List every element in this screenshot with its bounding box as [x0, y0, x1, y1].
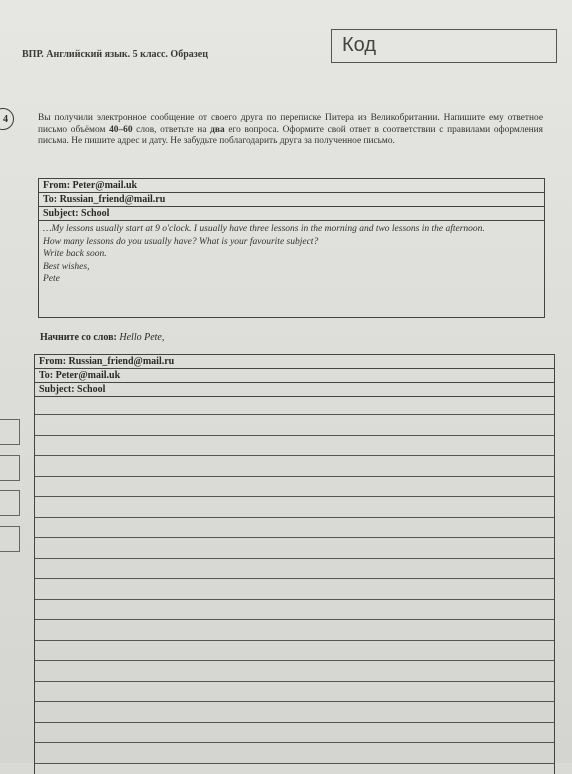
email-body-line: Write back soon.: [43, 249, 107, 259]
email-subject: Subject: School: [39, 207, 544, 221]
email-body-line: Pete: [43, 274, 60, 284]
code-box[interactable]: [331, 29, 557, 63]
writing-line[interactable]: [35, 517, 554, 518]
writing-line[interactable]: [35, 558, 554, 559]
writing-line[interactable]: [35, 640, 554, 641]
reply-to: To: Peter@mail.uk: [35, 369, 554, 383]
writing-line[interactable]: [35, 599, 554, 600]
instruction-two: два: [210, 124, 225, 135]
writing-line[interactable]: [35, 476, 554, 477]
writing-line[interactable]: [35, 435, 554, 436]
instruction-part: слов, ответьте на: [132, 124, 211, 135]
instruction-part: Вы получили электронное сообщение от своего друга по переписке Питера из Великобритании. Напишите ему ответное письмо объёмом: [38, 113, 543, 135]
writing-line[interactable]: [35, 619, 554, 620]
email-to: To: Russian_friend@mail.ru: [39, 193, 544, 207]
writing-line[interactable]: [35, 742, 554, 743]
page-header: ВПР. Английский язык. 5 класс. Образец: [22, 49, 208, 60]
email-body-line: How many lessons do you usually have? What is your favourite subject?: [43, 236, 319, 247]
instruction-word-count: 40–60: [109, 124, 133, 135]
reply-from: From: Russian_friend@mail.ru: [35, 355, 554, 369]
writing-line[interactable]: [35, 496, 554, 497]
writing-line[interactable]: [35, 455, 554, 456]
received-email: [38, 178, 545, 318]
margin-box: [0, 526, 20, 552]
writing-line[interactable]: [35, 537, 554, 538]
writing-line[interactable]: [35, 722, 554, 723]
writing-line[interactable]: [35, 578, 554, 579]
margin-box: [0, 455, 20, 481]
margin-box: [0, 490, 20, 516]
margin-box: [0, 419, 20, 445]
writing-line[interactable]: [35, 701, 554, 702]
email-from: From: Peter@mail.uk: [39, 179, 544, 193]
reply-subject: Subject: School: [35, 383, 554, 397]
task-instruction: [38, 113, 543, 148]
begin-phrase: Hello Pete,: [119, 332, 165, 343]
instruction-part: его вопроса. Оформите свой ответ в соответствии с правилами оформления письма. Не пишите адрес и дату. Не забудьте поблагодарить друга за полученное письмо.: [38, 124, 543, 146]
writing-line[interactable]: [35, 660, 554, 661]
begin-with: [40, 332, 164, 343]
writing-line[interactable]: [35, 681, 554, 682]
writing-line[interactable]: [35, 414, 554, 415]
writing-area[interactable]: [35, 397, 554, 772]
begin-label: Начните со слов:: [40, 332, 117, 343]
email-body-line: …My lessons usually start at 9 o'clock. I usually have three lessons in the morning and two lessons in the afternoon.: [43, 224, 485, 234]
task-number: 4: [0, 108, 14, 130]
code-label: Код: [342, 34, 377, 56]
email-body: [39, 221, 544, 288]
email-body-line: Best wishes,: [43, 261, 90, 272]
reply-form: [34, 354, 555, 774]
